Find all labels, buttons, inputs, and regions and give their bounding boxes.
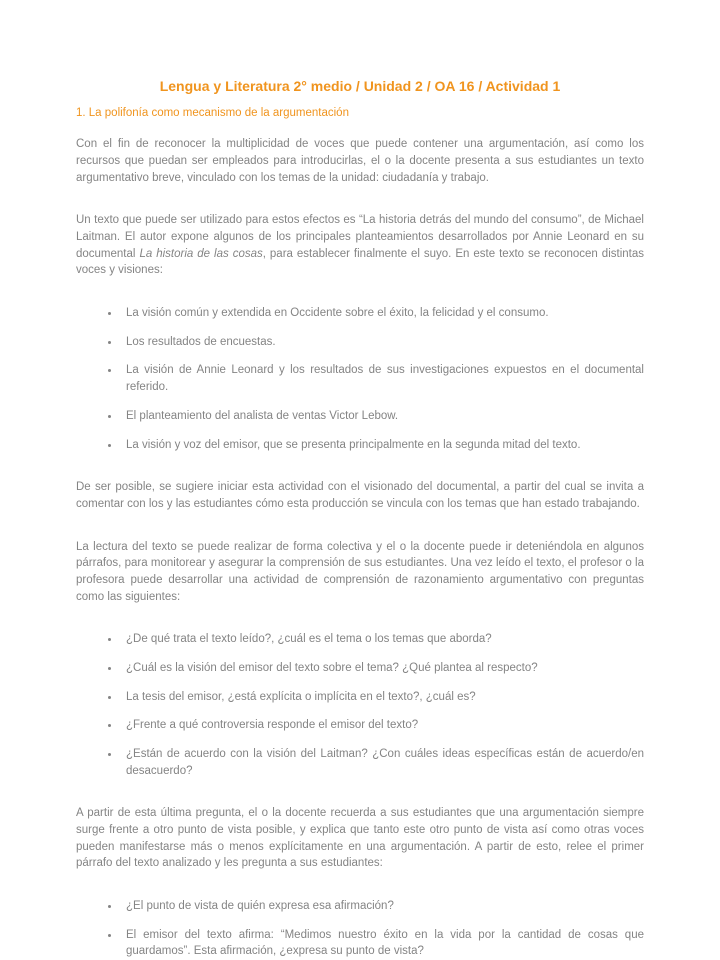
paragraph: A partir de esta última pregunta, el o la docente recuerda a sus estudiantes que una argumentación siempre surge frente a otro punto de vista posible, y explica que tanto este otro punto de vista así como otras voces pueden manifestarse más o menos explícitamente en una argumentación. A partir de esto, relee el primer párrafo del texto analizado y les pregunta a sus estudiantes: xyxy=(76,807,644,870)
paragraph: De ser posible, se sugiere iniciar esta actividad con el visionado del documental, a partir del cual se invita a comentar con los y las estudiantes cómo esta producción se vincula con los temas que han estado trabajando. xyxy=(76,481,644,510)
list-item: • ¿Frente a qué controversia responde el emisor del texto? xyxy=(120,717,644,734)
document-title: Lengua y Literatura 2° medio / Unidad 2 / OA 16 / Actividad 1 xyxy=(159,78,561,94)
list-item: • La visión y voz del emisor, que se presenta principalmente en la segunda mitad del texto. xyxy=(120,437,644,454)
list-item: • Los resultados de encuestas. xyxy=(120,334,644,351)
list-item: • ¿De qué trata el texto leído?, ¿cuál es el tema o los temas que aborda? xyxy=(120,631,644,648)
list-item: • La visión común y extendida en Occidente sobre el éxito, la felicidad y el consumo. xyxy=(120,305,644,322)
bullet-list xyxy=(76,305,644,453)
list-item: • El planteamiento del analista de ventas Victor Lebow. xyxy=(120,408,644,425)
list-item: • ¿Están de acuerdo con la visión del Laitman? ¿Con cuáles ideas específicas están de acuerdo/en desacuerdo? xyxy=(120,746,644,779)
paragraph: Un texto que puede ser utilizado para estos efectos es “La historia detrás del mundo del consumo”, de Michael Laitman. El autor expone algunos de los principales planteamientos desarrollados por Annie Leonard en su documental La historia de las cosas, para establecer finalmente el suyo. En este texto se reconocen distintas voces y visiones: xyxy=(76,214,644,277)
list-item: • La tesis del emisor, ¿está explícita o implícita en el texto?, ¿cuál es? xyxy=(120,689,644,706)
section-heading: 1. La polifonía como mecanismo de la argumentación xyxy=(76,106,349,119)
paragraph: La lectura del texto se puede realizar de forma colectiva y el o la docente puede ir deteniéndola en algunos párrafos, para monitorear y asegurar la comprensión de sus estudiantes. Una vez leído el texto, el profesor o la profesora puede desarrollar una actividad de comprensión de razonamiento argumentativo con preguntas como las siguientes: xyxy=(76,540,644,603)
list-item: • ¿Cuál es la visión del emisor del texto sobre el tema? ¿Qué plantea al respecto? xyxy=(120,660,644,677)
document-body xyxy=(76,136,644,960)
bullet-list xyxy=(76,898,644,960)
paragraph: Con el fin de reconocer la multiplicidad de voces que puede contener una argumentación, así como los recursos que puedan ser empleados para introducirlas, el o la docente presenta a sus estudiantes un texto argumentativo breve, vinculado con los temas de la unidad: ciudadanía y trabajo. xyxy=(76,138,644,184)
list-item: • La visión de Annie Leonard y los resultados de sus investigaciones expuestos en el documental referido. xyxy=(120,362,644,395)
bullet-list xyxy=(76,631,644,779)
list-item: • ¿El punto de vista de quién expresa esa afirmación? xyxy=(120,898,644,915)
list-item: • El emisor del texto afirma: “Medimos nuestro éxito en la vida por la cantidad de cosas que guardamos”. Esta afirmación, ¿expresa su punto de vista? xyxy=(120,927,644,960)
